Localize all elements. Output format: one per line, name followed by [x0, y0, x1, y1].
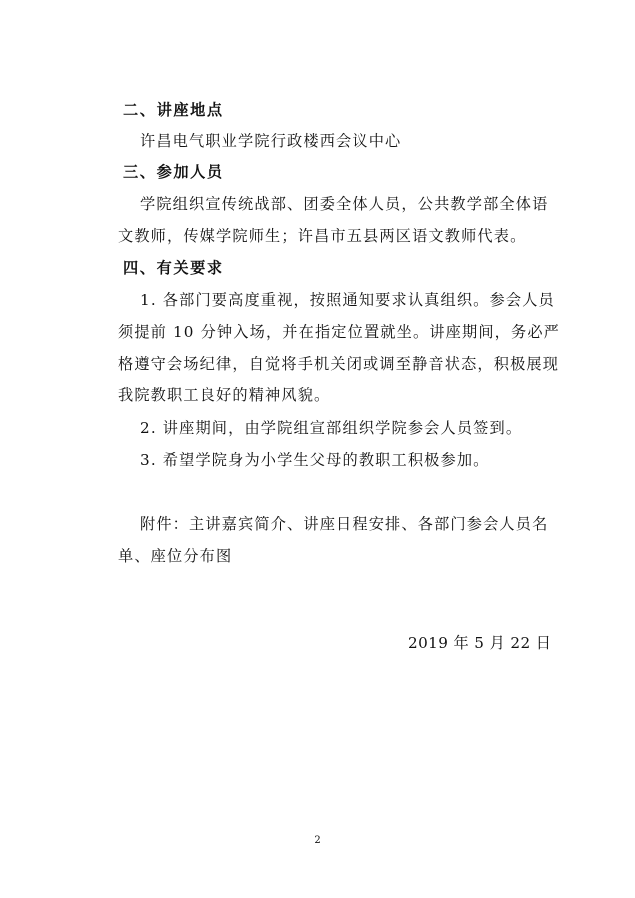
participants-text-line-1: 学院组织宣传统战部、团委全体人员，公共教学部全体语	[140, 195, 549, 213]
attachment-line-2: 单、座位分布图	[118, 547, 233, 565]
requirement-1-line-2: 须提前 10 分钟入场，并在指定位置就坐。讲座期间，务必严	[118, 323, 561, 341]
participants-text-line-2: 文教师，传媒学院师生；许昌市五县两区语文教师代表。	[118, 227, 527, 245]
requirement-1-line-1: 1. 各部门要高度重视，按照通知要求认真组织。参会人员	[140, 291, 555, 309]
requirement-1-line-4: 我院教职工良好的精神风貌。	[118, 386, 331, 404]
section-heading-participants: 三、参加人员	[123, 163, 224, 181]
document-date: 2019 年 5 月 22 日	[408, 634, 552, 652]
section-heading-requirements: 四、有关要求	[123, 259, 224, 277]
section-heading-venue: 二、讲座地点	[123, 101, 224, 119]
attachment-line-1: 附件：主讲嘉宾简介、讲座日程安排、各部门参会人员名	[140, 515, 549, 533]
requirement-2: 2. 讲座期间，由学院组宣部组织学院参会人员签到。	[140, 419, 523, 437]
requirement-1-line-3: 格遵守会场纪律，自觉将手机关闭或调至静音状态，积极展现	[118, 355, 560, 373]
venue-text: 许昌电气职业学院行政楼西会议中心	[140, 132, 402, 150]
requirement-3: 3. 希望学院身为小学生父母的教职工积极参加。	[140, 451, 490, 469]
page-number: 2	[314, 835, 321, 846]
